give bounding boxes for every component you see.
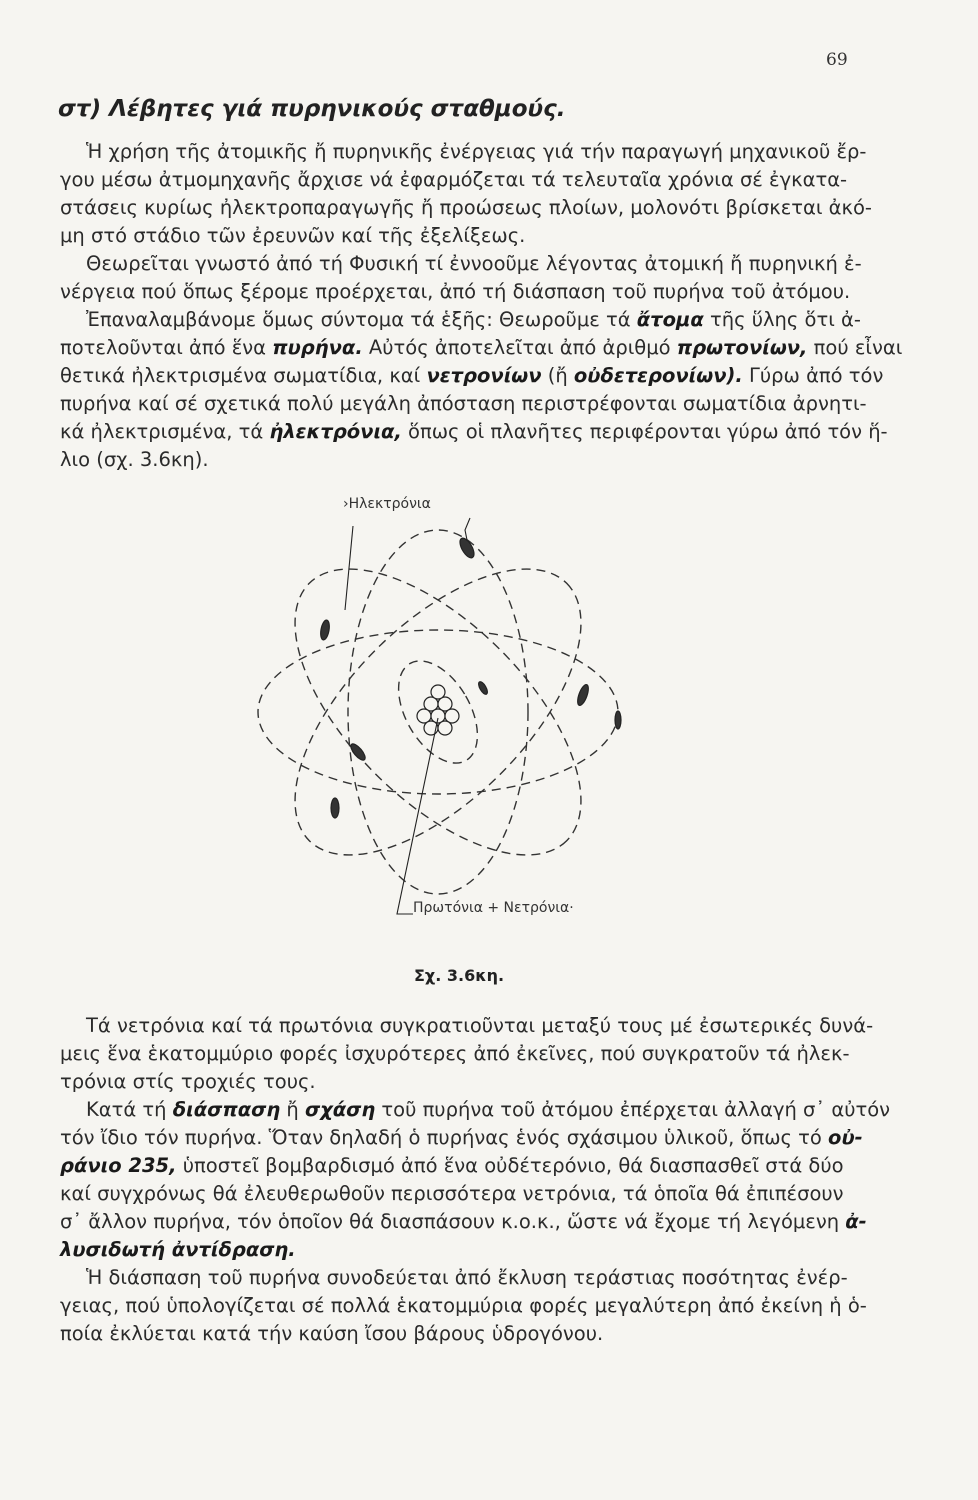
leader-line-electrons (345, 526, 353, 610)
text-run: τοῦ πυρήνα τοῦ ἀτόμου ἐπέρχεται ἀλλαγή σ᾽ αὐτόν (375, 1098, 891, 1121)
paragraph-1-line-3: στάσεις κυρίως ἠλεκτροπαραγωγῆς ἤ προώσεως πλοίων, μολονότι βρίσκεται ἀκό- (60, 196, 872, 219)
section-heading: στ) Λέβητες γιά πυρηνικούς σταθμούς. (58, 96, 566, 122)
term-chain-reaction: λυσιδωτή ἀντίδραση. (60, 1238, 296, 1261)
paragraph-1-line-2: γου μέσω ἀτμομηχανῆς ἄρχισε νά ἐφαρμόζεται τά τελευταῖα χρόνια σέ ἐγκατα- (60, 168, 848, 191)
text-run: πού εἶναι (807, 336, 903, 359)
paragraph-3-line-3 (60, 362, 902, 390)
term-protons: πρωτονίων, (676, 336, 808, 359)
paragraph-1-line-4: μη στό στάδιο τῶν ἐρευνῶν καί τῆς ἐξελίξεως. (60, 224, 526, 247)
term-atoms: ἄτομα (636, 308, 704, 331)
text-run: ποτελοῦνται ἀπό ἕνα (60, 336, 273, 359)
paragraph-6-line-2: γειας, πού ὑπολογίζεται σέ πολλά ἑκατομμύρια φορές μεγαλύτερη ἀπό ἐκείνη ἡ ὁ- (60, 1294, 867, 1317)
term-neutral-particles: οὐδετερονίων). (573, 364, 743, 387)
paragraph-4-line-1: Τά νετρόνια καί τά πρωτόνια συγκρατιοῦνται μεταξύ τους μέ ἐσωτερικές δυνά- (86, 1014, 874, 1037)
paragraph-3-line-6: λιο (σχ. 3.6κη). (60, 448, 209, 471)
term-nucleus: πυρήνα. (272, 336, 363, 359)
text-run: κά ἠλεκτρισμένα, τά (60, 420, 270, 443)
text-run: Κατά τή (86, 1098, 173, 1121)
paragraph-3-line-4: πυρήνα καί σέ σχετικά πολύ μεγάλη ἀπόσταση περιστρέφονται σωματίδια ἀρνητι- (60, 392, 867, 415)
term-fission: σχάση (304, 1098, 376, 1121)
nucleus (417, 685, 459, 735)
term-chain: ἀ- (845, 1210, 867, 1233)
paragraph-2-line-2: νέργεια πού ὅπως ξέρομε προέρχεται, ἀπό τή διάσπαση τοῦ πυρήνα τοῦ ἀτόμου. (60, 280, 851, 303)
figure-caption: Σχ. 3.6κη. (414, 966, 505, 985)
text-run: τῆς ὕλης ὅτι ἀ- (703, 308, 861, 331)
term-uranium-235: ράνιο 235, (60, 1154, 177, 1177)
electron (615, 711, 621, 729)
leader-line-electrons (465, 518, 470, 540)
text-run: Ἐπαναλαμβάνομε ὅμως σύντομα τά ἑξῆς: Θεωροῦμε τά (86, 308, 637, 331)
text-run: ὅπως οἱ πλανῆτες περιφέρονται γύρω ἀπό τόν ἥ- (401, 420, 888, 443)
electron (575, 683, 590, 706)
paragraph-3-line-2 (60, 334, 902, 362)
text-run: θετικά ἠλεκτρισμένα σωματίδια, καί (60, 364, 427, 387)
label-protons-neutrons: Πρωτόνια + Νετρόνια· (413, 900, 574, 916)
paragraph-5-line-2 (60, 1124, 890, 1152)
text-run: ἤ (280, 1098, 305, 1121)
text-run: ὑποστεῖ βομβαρδισμό ἀπό ἕνα οὐδέτερόνιο, θά διασπασθεῖ στά δύο (176, 1154, 844, 1177)
paragraph-5-line-5 (60, 1208, 890, 1236)
paragraph-5-line-4: καί συγχρόνως θά ἐλευθερωθοῦν περισσότερα νετρόνια, τά ὁποῖα θά ἐπιπέσουν (60, 1182, 844, 1205)
body-text-top (60, 138, 902, 474)
text-run: (ἤ (541, 364, 574, 387)
term-electrons: ἠλεκτρόνια, (269, 420, 402, 443)
electron (331, 798, 339, 818)
paragraph-6-line-3: ποία ἐκλύεται κατά τήν καύση ἴσου βάρους ὑδρογόνου. (60, 1322, 604, 1345)
text-run: Αὐτός ἀποτελεῖται ἀπό ἀριθμό (362, 336, 677, 359)
electron (477, 680, 489, 695)
term-splitting: διάσπαση (172, 1098, 281, 1121)
paragraph-4-line-3: τρόνια στίς τροχιές τους. (60, 1070, 316, 1093)
electron (319, 619, 330, 640)
paragraph-2-line-1: Θεωρεῖται γνωστό ἀπό τή Φυσική τί ἐννοοῦμε λέγοντας ἀτομική ἤ πυρηνική ἐ- (86, 252, 862, 275)
text-run: τόν ἴδιο τόν πυρήνα. Ὅταν δηλαδή ὁ πυρήνας ἑνός σχάσιμου ὑλικοῦ, ὅπως τό (60, 1126, 829, 1149)
nucleon (438, 721, 452, 735)
text-run: σ᾽ ἄλλον πυρήνα, τόν ὁποῖον θά διασπάσουν κ.ο.κ., ὥστε νά ἔχομε τή λεγόμενη (60, 1210, 846, 1233)
term-uranium: οὐ- (828, 1126, 863, 1149)
paragraph-6-line-1: Ἡ διάσπαση τοῦ πυρήνα συνοδεύεται ἀπό ἔκλυση τεράστιας ποσότητας ἐνέρ- (86, 1266, 848, 1289)
atom-diagram-svg (255, 490, 635, 940)
paragraph-5-line-3 (60, 1152, 890, 1180)
page-number: 69 (826, 50, 848, 70)
leader-line-nucleus (397, 718, 438, 914)
term-neutrons: νετρονίων (426, 364, 542, 387)
paragraph-3-line-5 (60, 418, 902, 446)
nucleon (431, 685, 445, 699)
paragraph-4-line-2: μεις ἕνα ἑκατομμύριο φορές ἰσχυρότερες ἀπό ἐκεῖνες, πού συγκρατοῦν τά ἠλεκ- (60, 1042, 850, 1065)
body-text-bottom (60, 1012, 890, 1348)
atom-diagram (255, 490, 635, 940)
paragraph-5-line-1 (60, 1096, 890, 1124)
label-electrons: ›Ηλεκτρόνια (343, 496, 431, 512)
paragraph-5-line-6 (60, 1236, 890, 1264)
paragraph-1-line-1: Ἡ χρήση τῆς ἀτομικῆς ἤ πυρηνικῆς ἐνέργειας γιά τήν παραγωγή μηχανικοῦ ἔρ- (86, 140, 867, 163)
text-run: Γύρω ἀπό τόν (742, 364, 884, 387)
paragraph-3-line-1 (60, 306, 902, 334)
